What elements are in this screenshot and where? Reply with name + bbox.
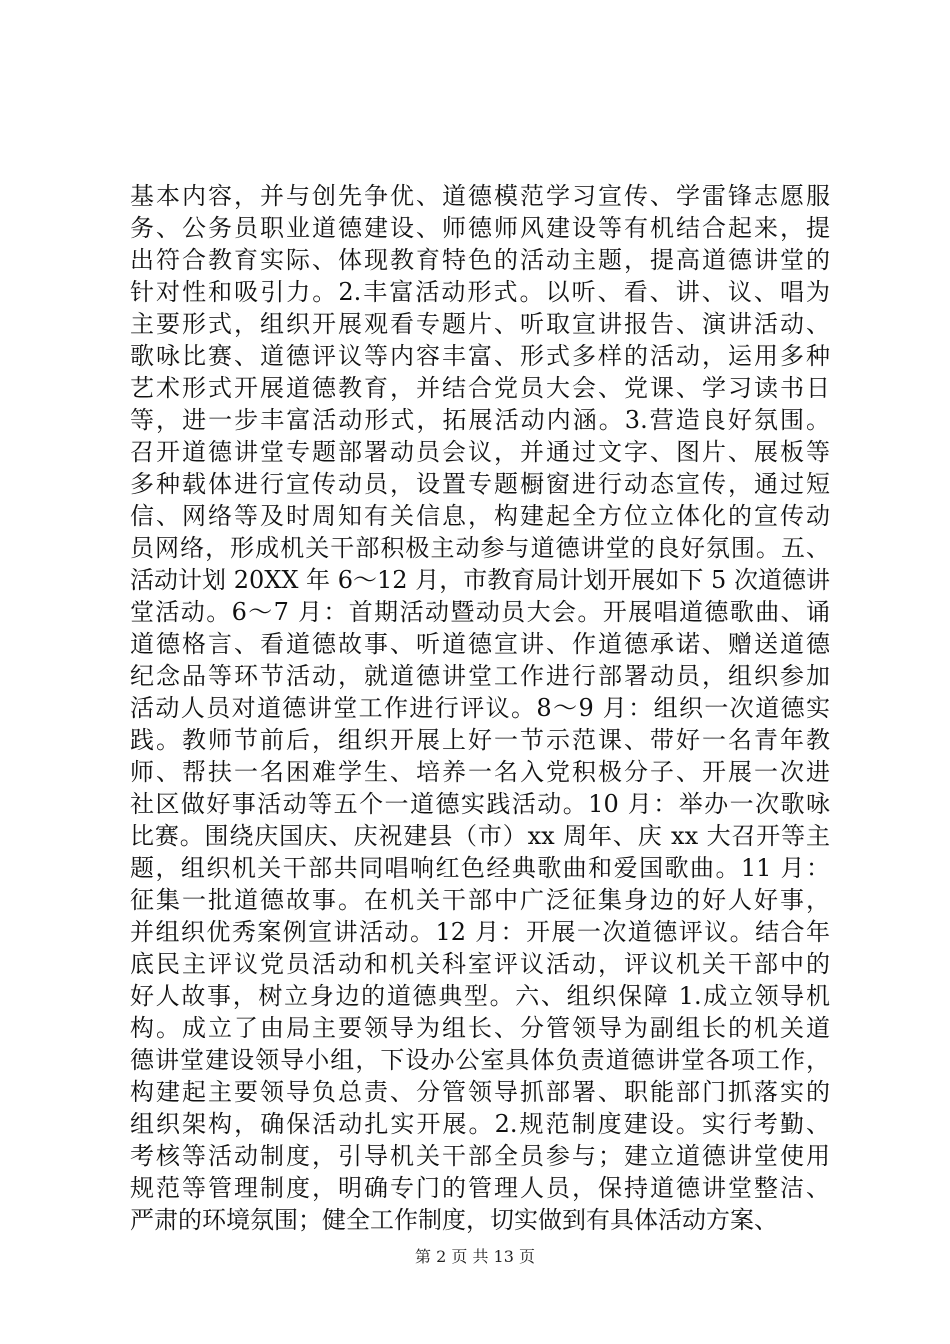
- text-line: 堂活动。6～7 月：首期活动暨动员大会。开展唱道德歌曲、诵: [130, 598, 830, 626]
- text-line: 社区做好事活动等五个一道德实践活动。10 月：举办一次歌咏: [130, 790, 830, 818]
- text-line: 构建起主要领导负总责、分管领导抓部署、职能部门抓落实的: [130, 1078, 830, 1106]
- body-text: [130, 180, 830, 1236]
- text-line: 活动人员对道德讲堂工作进行评议。8～9 月：组织一次道德实: [130, 694, 830, 722]
- text-line: 员网络，形成机关干部积极主动参与道德讲堂的良好氛围。五、: [130, 534, 830, 562]
- text-line: 务、公务员职业道德建设、师德师风建设等有机结合起来，提: [130, 214, 830, 242]
- text-line: 基本内容，并与创先争优、道德模范学习宣传、学雷锋志愿服: [130, 182, 830, 210]
- text-line: 组织架构，确保活动扎实开展。2.规范制度建设。实行考勤、: [130, 1110, 830, 1138]
- text-line: 规范等管理制度，明确专门的管理人员，保持道德讲堂整洁、: [130, 1174, 830, 1202]
- text-line: 题，组织机关干部共同唱响红色经典歌曲和爱国歌曲。11 月：: [130, 854, 830, 882]
- text-line: 严肃的环境氛围；健全工作制度，切实做到有具体活动方案、: [130, 1206, 778, 1234]
- text-line: 比赛。围绕庆国庆、庆祝建县（市）xx 周年、庆 xx 大召开等主: [130, 822, 830, 850]
- text-line: 底民主评议党员活动和机关科室评议活动，评议机关干部中的: [130, 950, 830, 978]
- text-line: 等，进一步丰富活动形式，拓展活动内涵。3.营造良好氛围。: [130, 406, 830, 434]
- page-footer: 第 2 页 共 13 页: [415, 1247, 535, 1266]
- text-line: 并组织优秀案例宣讲活动。12 月：开展一次道德评议。结合年: [130, 918, 830, 946]
- text-line: 针对性和吸引力。2.丰富活动形式。以听、看、讲、议、唱为: [130, 278, 830, 306]
- text-line: 践。教师节前后，组织开展上好一节示范课、带好一名青年教: [130, 726, 830, 754]
- text-line: 出符合教育实际、体现教育特色的活动主题，提高道德讲堂的: [130, 246, 830, 274]
- text-line: 活动计划 20XX 年 6～12 月，市教育局计划开展如下 5 次道德讲: [130, 566, 830, 594]
- text-line: 道德格言、看道德故事、听道德宣讲、作道德承诺、赠送道德: [130, 630, 830, 658]
- text-line: 信、网络等及时周知有关信息，构建起全方位立体化的宣传动: [130, 502, 830, 530]
- text-line: 歌咏比赛、道德评议等内容丰富、形式多样的活动，运用多种: [130, 342, 830, 370]
- text-line: 多种载体进行宣传动员，设置专题橱窗进行动态宣传，通过短: [130, 470, 830, 498]
- text-line: 师、帮扶一名困难学生、培养一名入党积极分子、开展一次进: [130, 758, 830, 786]
- text-line: 构。成立了由局主要领导为组长、分管领导为副组长的机关道: [130, 1014, 830, 1042]
- text-line: 纪念品等环节活动，就道德讲堂工作进行部署动员，组织参加: [130, 662, 830, 690]
- text-line: 艺术形式开展道德教育，并结合党员大会、党课、学习读书日: [130, 374, 830, 402]
- text-line: 主要形式，组织开展观看专题片、听取宣讲报告、演讲活动、: [130, 310, 830, 338]
- text-line: 德讲堂建设领导小组，下设办公室具体负责道德讲堂各项工作，: [130, 1046, 830, 1074]
- text-line: 召开道德讲堂专题部署动员会议，并通过文字、图片、展板等: [130, 438, 830, 466]
- text-line: 征集一批道德故事。在机关干部中广泛征集身边的好人好事，: [130, 886, 830, 914]
- text-line: 好人故事，树立身边的道德典型。六、组织保障 1.成立领导机: [130, 982, 830, 1010]
- text-line: 考核等活动制度，引导机关干部全员参与；建立道德讲堂使用: [130, 1142, 830, 1170]
